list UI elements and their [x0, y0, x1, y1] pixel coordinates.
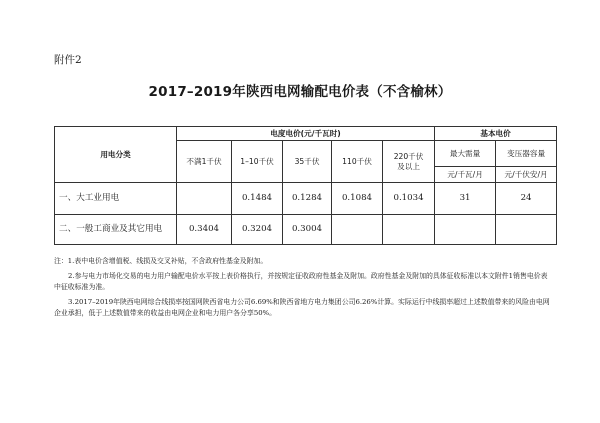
- price-cell: [332, 215, 383, 245]
- price-cell: 0.3404: [177, 215, 232, 245]
- notes-section: [54, 256, 554, 323]
- voltage-column-header: 不满1千伏: [177, 141, 232, 183]
- attachment-label: 附件2: [54, 54, 82, 66]
- voltage-column-header: 220千伏 及以上: [383, 141, 435, 183]
- price-cell: 0.1034: [383, 183, 435, 215]
- voltage-column-header: 1–10千伏: [232, 141, 283, 183]
- basic-price-cell: [435, 215, 496, 245]
- max-demand-header: 最大需量: [435, 141, 496, 167]
- note-2: 2.参与电力市场化交易的电力用户输配电价水平按上表价格执行，并按规定征收政府性基金及附加。政府性基金及附加的具体征收标准以本文附件1销售电价表中征收标准为准。: [54, 272, 548, 292]
- basic-price-cell: 24: [496, 183, 557, 215]
- note-1: 注：1.表中电价含增值税、线损及交叉补贴，不含政府性基金及附加。: [54, 257, 268, 265]
- table-row: [55, 215, 557, 245]
- document-title: 2017–2019年陕西电网输配电价表（不含榆林）: [148, 84, 452, 100]
- transformer-capacity-header: 变压器容量: [496, 141, 557, 167]
- energy-price-header: 电度电价(元/千瓦时): [177, 127, 435, 141]
- price-cell: 0.1484: [232, 183, 283, 215]
- voltage-column-header: 110千伏: [332, 141, 383, 183]
- basic-price-cell: 31: [435, 183, 496, 215]
- price-cell: 0.1084: [332, 183, 383, 215]
- basic-price-header: 基本电价: [435, 127, 557, 141]
- voltage-column-header: 35千伏: [283, 141, 332, 183]
- note-3: 3.2017–2019年陕西电网综合线损率按国网陕西省电力公司6.69%和陕西省地方电力集团公司6.26%计算。实际运行中线损率超过上述数值带来的风险由电网企业承担，低于上述数值带来的收益由电网企业和电力用户各分享50%。: [54, 298, 550, 318]
- price-cell: [383, 215, 435, 245]
- category-cell: 一、大工业用电: [55, 183, 177, 215]
- max-demand-unit: 元/千瓦/月: [435, 167, 496, 183]
- table-row: [55, 183, 557, 215]
- price-cell: [177, 183, 232, 215]
- tariff-table: [54, 126, 557, 245]
- category-header: 用电分类: [55, 127, 177, 183]
- price-cell: 0.3204: [232, 215, 283, 245]
- basic-price-cell: [496, 215, 557, 245]
- table-header-row: [55, 127, 557, 141]
- price-cell: 0.3004: [283, 215, 332, 245]
- transformer-capacity-unit: 元/千伏安/月: [496, 167, 557, 183]
- price-cell: 0.1284: [283, 183, 332, 215]
- category-cell: 二、一般工商业及其它用电: [55, 215, 177, 245]
